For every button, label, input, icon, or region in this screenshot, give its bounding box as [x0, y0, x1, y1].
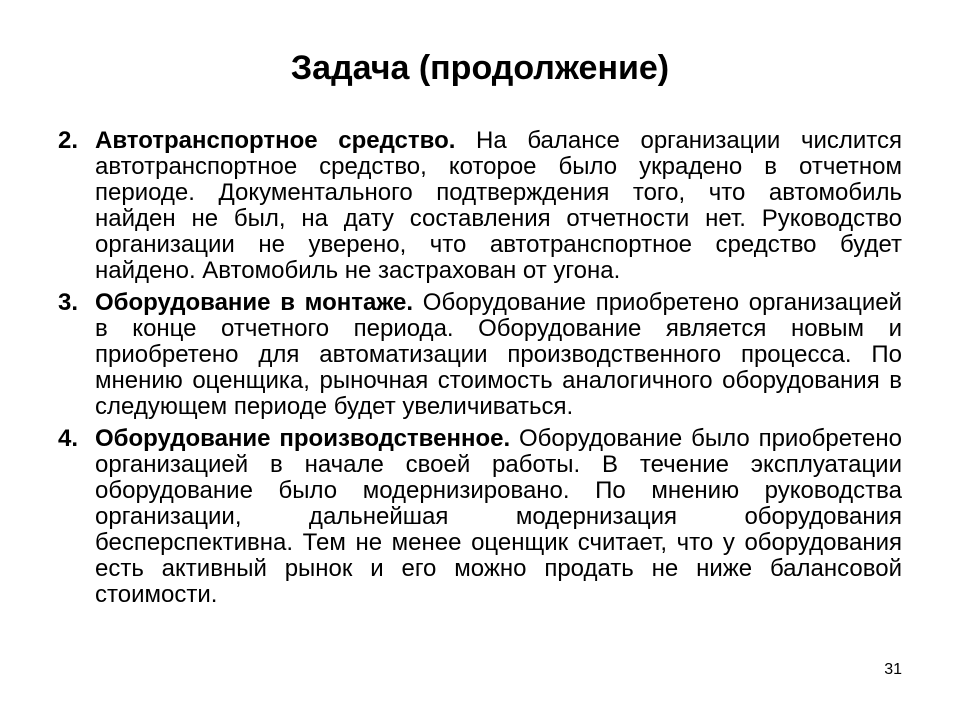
item-heading: Автотранспортное средство.	[95, 127, 477, 154]
task-item-list	[58, 128, 902, 614]
item-text: Оборудование было приобретено организацией в начале своей работы. В течение эксплуатации оборудование было модернизировано. По мнению руководства организации, дальнейшая модернизация оборудования бесперспективна. Тем не менее оценщик считает, что у оборудования есть активный рынок и его можно продать не ниже балансовой стоимости.	[95, 425, 902, 608]
item-heading: Оборудование в монтаже.	[95, 289, 423, 316]
task-item-2	[58, 128, 902, 284]
task-item-4	[58, 426, 902, 608]
item-heading: Оборудование производственное.	[95, 425, 519, 452]
page-number: 31	[884, 661, 902, 678]
item-number: 2.	[58, 127, 79, 154]
slide-title: Задача (продолжение)	[290, 49, 670, 87]
item-number: 3.	[58, 289, 79, 316]
item-text: На балансе организации числится автотранспортное средство, которое было украдено в отчетном периоде. Документального подтверждения того, что автомобиль найден не был, на дату составления отчетности нет. Руководство организации не уверено, что автотранспортное средство будет найдено. Автомобиль не застрахован от угона.	[95, 127, 903, 284]
item-text: Оборудование приобретено организацией в конце отчетного периода. Оборудование является новым и приобретено для автоматизации производственного процесса. По мнению оценщика, рыночная стоимость аналогичного оборудования в следующем периоде будет увеличиваться.	[95, 289, 902, 420]
item-number: 4.	[58, 425, 79, 452]
task-item-3	[58, 290, 902, 420]
